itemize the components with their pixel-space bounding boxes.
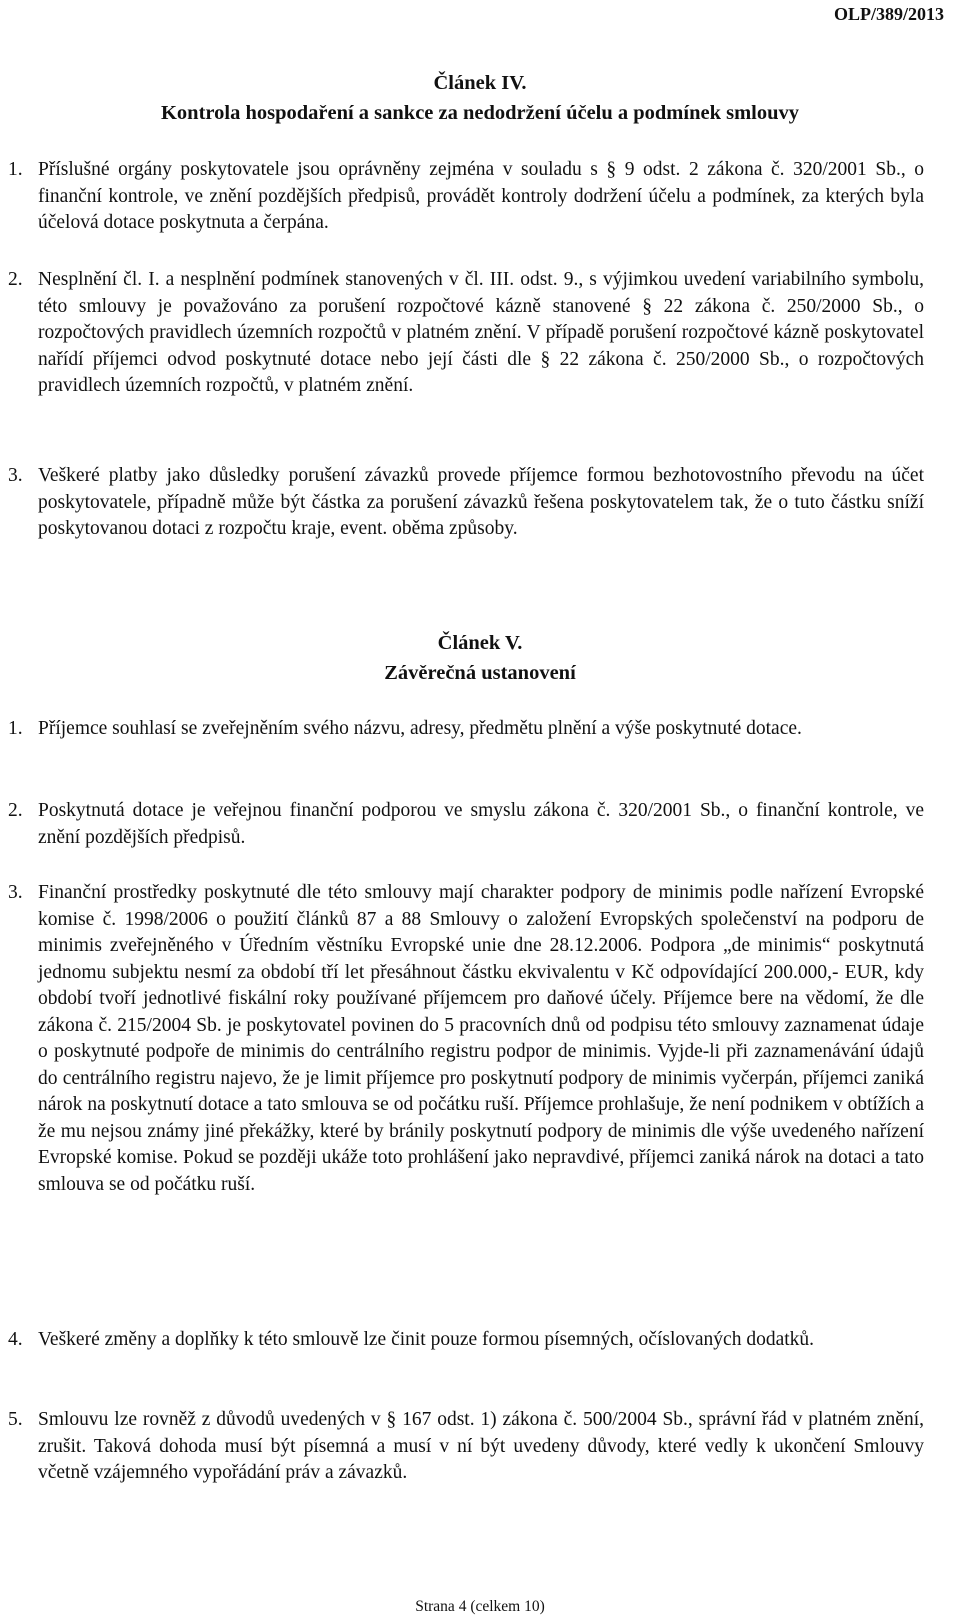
paragraph-text: Příslušné orgány poskytovatele jsou oprávněny zejména v souladu s § 9 odst. 2 zákona č. 320/2001 Sb., o finanční kontrole, ve znění pozdějších předpisů, provádět kontroly dodržení účelu a podmínek, za kterých byla účelová dotace poskytnuta a čerpána. [38,159,924,233]
paragraph-number: 1. [8,159,23,180]
paragraph-text: Smlouvu lze rovněž z důvodů uvedených v § 167 odst. 1) zákona č. 500/2004 Sb., správní řád v platném znění, zrušit. Taková dohoda musí být písemná a musí v ní být uvedeny důvody, které vedly k ukončení Smlouvy včetně vzájemného vypořádání práv a závazků. [38,1409,924,1483]
paragraph-number: 1. [8,718,23,739]
paragraph-number: 2. [8,269,23,290]
article-4-title: Kontrola hospodaření a sankce za nedodržení účelu a podmínek smlouvy [160,102,800,124]
paragraph-number: 5. [8,1409,23,1430]
paragraph-text: Veškeré změny a doplňky k této smlouvě lze činit pouze formou písemných, očíslovaných dodatků. [38,1329,815,1350]
paragraph-number: 2. [8,800,23,821]
paragraph-number: 3. [8,465,23,486]
paragraph-text: Veškeré platby jako důsledky porušení závazků provede příjemce formou bezhotovostního převodu na účet poskytovatele, případně může být částka za porušení závazků řešena poskytovatelem tak, že o tuto částku sníží poskytovanou dotaci z rozpočtu kraje, event. oběma způsoby. [38,465,924,539]
paragraph-text: Finanční prostředky poskytnuté dle této smlouvy mají charakter podpory de minimis podle nařízení Evropské komise č. 1998/2006 o použití článků 87 a 88 Smlouvy o založení Evropských společenství na podporu de minimis zveřejněného v Úředním věstníku Evropské unie dne 28.12.2006. Podpora „de minimis“ poskytnutá jednomu subjektu nesmí za období tří let přesáhnout částku ekvivalentu v Kč odpovídající 200.000,- EUR, kdy období tvoří jednotlivé fiskální roky používané příjemcem pro daňové účely. Příjemce bere na vědomí, že dle zákona č. 215/2004 Sb. je poskytovatel povinen do 5 pracovních dnů od podpisu této smlouvy zaznamenat údaje o poskytnuté podpoře de minimis do centrálního registru podpor de minimis. Vyjde-li při zaznamenávání údajů do centrálního registru najevo, že je limit příjemce pro poskytnutí podpory de minimis vyčerpán, příjemci zaniká nárok na poskytnutí dotace a tato smlouva se od počátku ruší. Příjemce prohlašuje, že není podnikem v obtížích a že mu nejsou známy jiné překážky, které by bránily poskytnutí podpory de minimis dle výše uvedeného nařízení Evropské komise. Pokud se později ukáže toto prohlášení jako nepravdivé, příjemci zaniká nárok na dotaci a tato smlouva se od počátku ruší. [38,882,924,1195]
paragraph-text: Příjemce souhlasí se zveřejněním svého názvu, adresy, předmětu plnění a výše poskytnuté dotace. [38,718,802,739]
paragraph-text: Poskytnutá dotace je veřejnou finanční podporou ve smyslu zákona č. 320/2001 Sb., o finanční kontrole, ve znění pozdějších předpisů. [38,800,924,848]
article-5-title: Závěrečná ustanovení [384,662,576,684]
paragraph-number: 4. [8,1329,23,1350]
page-footer: Strana 4 (celkem 10) [415,1598,545,1615]
document-reference: OLP/389/2013 [833,4,944,24]
paragraph-number: 3. [8,882,23,903]
article-4-number: Článek IV. [433,72,527,94]
article-5-number: Článek V. [437,632,523,654]
paragraph-text: Nesplnění čl. I. a nesplnění podmínek stanovených v čl. III. odst. 9., s výjimkou uvedení variabilního symbolu, této smlouvy je považováno za porušení rozpočtové kázně stanovené § 22 zákona č. 250/2000 Sb., o rozpočtových pravidlech územních rozpočtů v platném znění. V případě porušení rozpočtové kázně poskytovatel nařídí příjemci odvod poskytnuté dotace nebo její části dle § 22 zákona č. 250/2000 Sb., o rozpočtových pravidlech územních rozpočtů, v platném znění. [38,269,924,396]
